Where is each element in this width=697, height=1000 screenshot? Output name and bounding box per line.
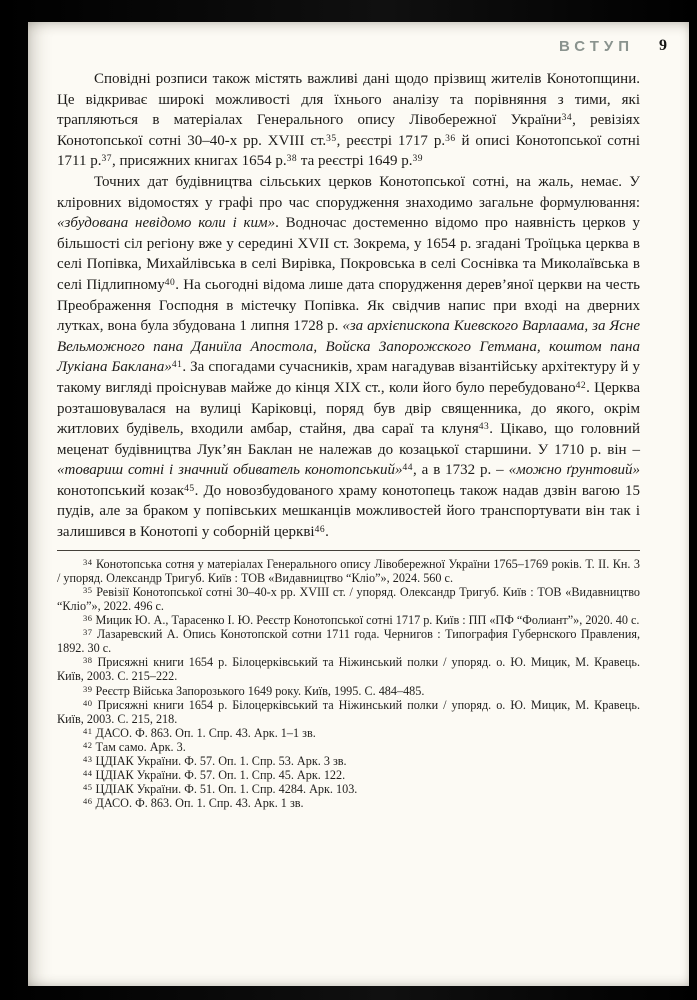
footnote [57, 768, 640, 782]
footnote-text: Присяжні книги 1654 р. Білоцерківський та Ніжинський полки / упоряд. о. Ю. Мицик, М. Кравець. Київ, 2003. С. 215–222. [57, 655, 640, 684]
footnote-number: 41 [83, 725, 93, 736]
footnote-text: ЦДІАК України. Ф. 57. Оп. 1. Спр. 53. Арк. 3 зв. [92, 753, 347, 768]
text-run: Сповідні розписи також містять важливі дані щодо прізвищ жителів Конотопщини. Це відкриває широкі можливості для їхнього аналізу та порівняння з тими, які трапляються в матеріалах Генерального опису Лівобережної України [57, 71, 640, 129]
text-run: , ревізіях Конотопської сотні 30–40-х рр. XVIII ст. [57, 112, 640, 149]
footnote-ref: 38 [286, 154, 298, 165]
footnote-text: Присяжні книги 1654 р. Білоцерківський та Ніжинський полки / упоряд. о. Ю. Мицик, М. Кравець. Київ, 2003. С. 215, 218. [57, 697, 640, 726]
footnote-text: Лазаревский А. Опись Конотопской сотни 1711 года. Чернигов : Типография Губернского Правления, 1892. 30 с. [57, 627, 640, 656]
footnote-ref: 43 [478, 422, 490, 433]
footnote-text: Мицик Ю. А., Тарасенко І. Ю. Реєстр Конотопської сотні 1717 р. Київ : ПП «ПФ “Фолиант”», 2020. 40 с. [92, 613, 640, 628]
text-run: конотопський козак [57, 482, 185, 499]
footnote-number: 44 [83, 768, 93, 779]
paragraph [57, 172, 640, 543]
text-run: й описі Конотопської сотні 1711 р. [57, 132, 641, 170]
running-header: ВСТУП [559, 38, 634, 55]
footnote-number: 36 [83, 613, 93, 624]
footnote-text: Реєстр Війська Запорозького 1649 року. Київ, 1995. С. 484–485. [92, 683, 425, 698]
text-run: «збудована невідомо коли і ким» [57, 215, 276, 232]
footnote-number: 46 [83, 796, 93, 807]
footnote-text: ЦДІАК України. Ф. 57. Оп. 1. Спр. 45. Арк. 122. [92, 768, 346, 783]
footnote-ref: 34 [561, 113, 573, 124]
book-page [28, 22, 689, 986]
footnote-ref: 42 [575, 380, 587, 391]
text-run: . За спогадами сучасників, храм нагадував візантійську архітектуру й у такому вигляді проіснував майже до кінця XIX ст., коли його було перебудовано [57, 359, 640, 396]
text-run: . Водночас достеменно відомо про наявність церков у більшості сіл регіону вже у середині XVII ст. Зокрема, у 1654 р. згадані Троїцька церква в селі Попівка, Михайлівська в селі Вирівка, Покровська в селі Соснівка та Миколаївська в селі Підлипному [57, 215, 640, 293]
text-run: , реєстрі 1717 р. [336, 132, 446, 149]
text-run: та реєстрі 1649 р. [297, 153, 413, 170]
text-run: . Церква розташовувалася на вулиці Каріковці, поряд був двір священника, до якого, окрім житлових будівель, входили амбар, стайня, два сараї та клуня [57, 379, 640, 438]
footnote-number: 42 [83, 739, 93, 750]
footnote-ref: 40 [164, 277, 176, 288]
footnote-text: ЦДІАК України. Ф. 51. Оп. 1. Спр. 4284. Арк. 103. [92, 782, 358, 797]
text-run: «товариш сотні і значний обиватель конотопський» [57, 462, 403, 479]
text-run: . Цікаво, що головний меценат будівництва Лук’ян Баклан не належав до козацької старшини. У 1710 р. він – [57, 421, 640, 458]
footnote-number: 38 [83, 655, 93, 666]
text-run: «можно ґрунтовий» [508, 462, 641, 479]
page-number: 9 [659, 37, 667, 54]
footnote [57, 557, 640, 585]
footnote [57, 726, 640, 740]
text-run: , присяжних книгах 1654 р. [111, 153, 287, 170]
paragraph [57, 69, 640, 172]
footnote-number: 43 [83, 753, 93, 764]
text-run: Точних дат будівництва сільських церков Конотопської сотні, на жаль, немає. У кліровних відомостях у графі про час спорудження знаходимо загальне формулювання: [57, 173, 640, 211]
footnote-ref: 35 [326, 133, 337, 144]
footnotes-list [57, 557, 640, 811]
footnote [57, 754, 640, 768]
text-run: «за архієпископа Киевского Варлаама, за Ясне Вельможного пана Даниїла Апостола, Войска Запорожского Гетмана, коштом пана Лукіана Баклана» [57, 318, 640, 376]
page-header-row [57, 36, 667, 58]
text-run: . На сьогодні відома лише дата спорудження дерев’яної церкви на честь Преображення Господня в містечку Попівка. Як свідчив напис при вході на дверних лутках, вона була збудована 1 липня 1728 р. [57, 276, 640, 335]
footnote [57, 684, 640, 698]
text-run: , а в 1732 р. – [413, 462, 509, 479]
footnote-number: 39 [83, 683, 93, 694]
footnote-number: 34 [83, 556, 93, 567]
footnote [57, 740, 640, 754]
footnote-text: Ревізії Конотопської сотні 30–40-х рр. XVIII ст. / упоряд. Олександр Тригуб. Київ : ТОВ «Видавництво “Кліо”», 2022. 496 с. [57, 584, 640, 613]
footnote [57, 585, 640, 613]
text-run: . [325, 524, 329, 541]
footnote-number: 35 [83, 584, 93, 595]
footnote-ref: 46 [314, 525, 326, 536]
footnote-number: 45 [83, 782, 93, 793]
footnote [57, 655, 640, 683]
footnote-number: 37 [83, 627, 93, 638]
footnote [57, 782, 640, 796]
footnote-text: Конотопська сотня у матеріалах Генерального опису Лівобережної України 1765–1769 років. Т. II. Кн. 3 / упоряд. Олександр Тригуб. Київ : ТОВ «Видавництво “Кліо”», 2024. 560 с. [57, 556, 640, 585]
footnote-number: 40 [83, 697, 93, 708]
footnote-text: Там само. Арк. 3. [92, 739, 186, 754]
footnote-text: ДАСО. Ф. 863. Оп. 1. Спр. 43. Арк. 1–1 зв. [92, 725, 316, 740]
footnote-ref: 45 [184, 483, 195, 494]
footnote-ref: 39 [412, 154, 423, 165]
footnote-ref: 37 [101, 154, 112, 165]
footnote [57, 796, 640, 810]
footnote [57, 613, 640, 627]
footnote [57, 698, 640, 726]
footnote-text: ДАСО. Ф. 863. Оп. 1. Спр. 43. Арк. 1 зв. [92, 796, 304, 811]
footnote-separator [57, 550, 640, 551]
footnote-ref: 41 [171, 360, 183, 371]
body-text [57, 69, 640, 543]
footnote [57, 627, 640, 655]
footnote-ref: 44 [402, 463, 414, 474]
text-run: . До новозбудованого храму конотопець також надав дзвін вагою 15 пудів, але за браком у попівських мешканців можливостей його транспортувати він так і залишився в Конотопі у соборній церкві [57, 482, 640, 541]
footnote-ref: 36 [445, 133, 456, 144]
